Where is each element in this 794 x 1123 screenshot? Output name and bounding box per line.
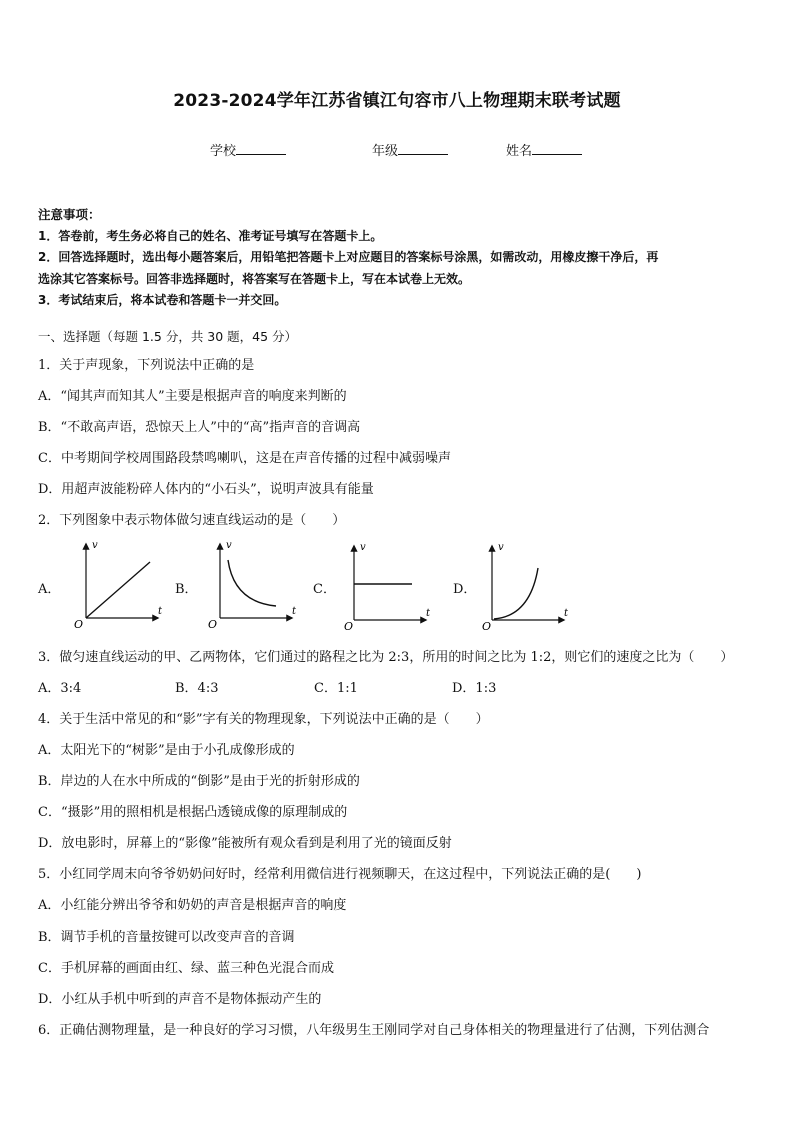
axis-v-label: v [92,540,98,551]
question-4-option-b[interactable]: B．岸边的人在水中所成的“倒影”是由于光的折射形成的 [38,774,360,789]
question-4-option-a[interactable]: A．太阳光下的“树影”是由于小孔成像形成的 [38,743,295,758]
question-3-option-d[interactable]: D．1:3 [452,681,497,696]
school-field[interactable] [210,140,286,159]
axis-t-label: t [564,608,569,619]
question-1-option-c[interactable]: C．中考期间学校周围路段禁鸣喇叭，这是在声音传播的过程中减弱噪声 [38,451,451,466]
school-label: 学校 [210,144,237,159]
name-field[interactable] [506,140,582,159]
question-2-label-d[interactable]: D． [453,582,477,597]
axis-t-label: t [426,608,431,619]
graph-d-increasing-curve[interactable] [478,540,578,632]
notice-item: 2．回答选择题时，选出每小题答案后，用铅笔把答题卡上对应题目的答案标号涂黑，如需改动，用橡皮擦干净后，再 [38,250,659,264]
question-3-stem: 3．做匀速直线运动的甲、乙两物体，它们通过的路程之比为 2:3，所用的时间之比为 1:2，则它们的速度之比为（ ） [38,650,734,665]
question-1-option-a[interactable]: A．“闻其声而知其人”主要是根据声音的响度来判断的 [38,389,347,404]
question-5-option-d[interactable]: D．小红从手机中听到的声音不是物体振动产生的 [38,992,322,1007]
grade-blank[interactable] [398,142,448,155]
question-2-label-b[interactable]: B． [175,582,198,597]
graph-a-linear-increasing[interactable] [72,538,172,628]
name-blank[interactable] [532,142,582,155]
question-4-stem: 4．关于生活中常见的和“影”字有关的物理现象，下列说法中正确的是（ ） [38,712,489,727]
origin-label: O [208,618,218,628]
question-2-label-c[interactable]: C． [313,582,336,597]
question-1-option-b[interactable]: B．“不敢高声语，恐惊天上人”中的“高”指声音的音调高 [38,420,361,435]
axis-v-label: v [360,542,366,553]
graph-c-constant[interactable] [340,540,440,632]
question-4-option-c[interactable]: C．“摄影”用的照相机是根据凸透镜成像的原理制成的 [38,805,348,820]
question-5-stem: 5．小红同学周末向爷爷奶奶问好时，经常利用微信进行视频聊天，在这过程中，下列说法正确的是( ) [38,867,642,882]
question-4-option-d[interactable]: D．放电影时，屏幕上的“影像”能被所有观众看到是利用了光的镜面反射 [38,836,452,851]
origin-label: O [344,620,354,632]
graph-b-decreasing-curve[interactable] [206,538,306,628]
axis-t-label: t [158,606,163,617]
question-2-label-a[interactable]: A． [38,582,61,597]
question-3-option-a[interactable]: A．3:4 [38,681,82,696]
question-2-stem: 2．下列图象中表示物体做匀速直线运动的是（ ） [38,513,346,528]
axis-v-label: v [226,540,232,551]
axis-v-label: v [498,542,504,553]
axis-t-label: t [292,606,297,617]
grade-label: 年级 [372,144,399,159]
grade-field[interactable] [372,140,448,159]
question-3-option-c[interactable]: C．1:1 [314,681,358,696]
origin-label: O [482,620,492,632]
question-1-stem: 1．关于声现象，下列说法中正确的是 [38,358,255,373]
origin-label: O [74,618,84,628]
question-5-option-b[interactable]: B．调节手机的音量按键可以改变声音的音调 [38,930,295,945]
name-label: 姓名 [506,144,533,159]
notice-block [38,204,758,312]
section-heading: 一、选择题（每题 1.5 分，共 30 题，45 分） [38,329,298,344]
question-3-option-b[interactable]: B．4:3 [175,681,219,696]
question-5-option-c[interactable]: C．手机屏幕的画面由红、绿、蓝三种色光混合而成 [38,961,334,976]
notice-item: 1．答卷前，考生务必将自己的姓名、准考证号填写在答题卡上。 [38,228,383,243]
notice-head: 注意事项： [38,207,101,222]
question-1-option-d[interactable]: D．用超声波能粉碎人体内的“小石头”，说明声波具有能量 [38,482,374,497]
school-blank[interactable] [236,142,286,155]
question-6-stem: 6．正确估测物理量，是一种良好的学习习惯，八年级男生王刚同学对自己身体相关的物理量进行了估测，下列估测合 [38,1023,710,1038]
notice-item: 3．考试结束后，将本试卷和答题卡一并交回。 [38,293,287,307]
exam-title: 2023-2024学年江苏省镇江句容市八上物理期末联考试题 [173,91,621,111]
notice-item: 选涂其它答案标号。回答非选择题时，将答案写在答题卡上，写在本试卷上无效。 [38,271,471,286]
question-5-option-a[interactable]: A．小红能分辨出爷爷和奶奶的声音是根据声音的响度 [38,898,347,913]
